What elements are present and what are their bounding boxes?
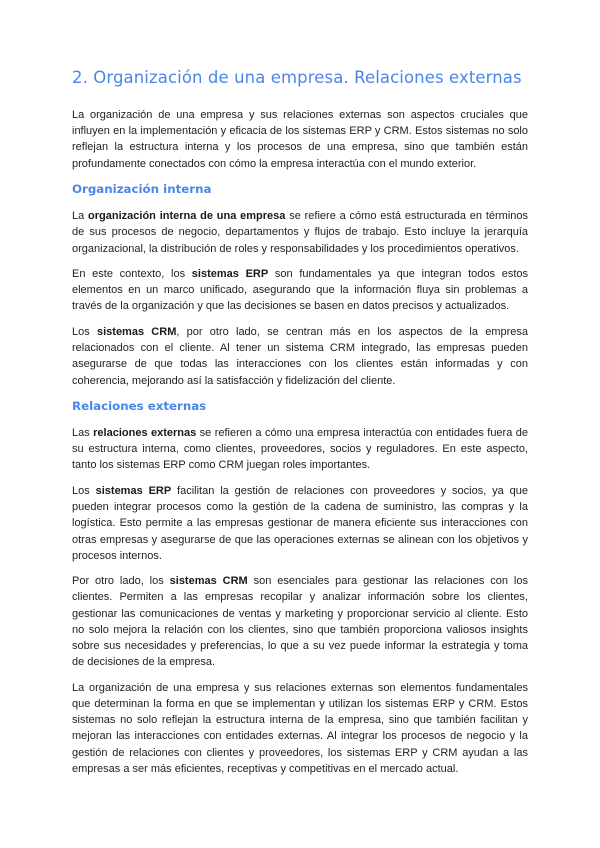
internal-paragraph-1: La organización interna de una empresa se refiere a cómo está estructurada en términos de sus procesos de negocio, departamentos y flujos de trabajo. Esto incluye la jerarquía organizacional, la distribución de roles y responsabilidades y los procedimientos operativos. xyxy=(72,210,528,255)
internal-paragraph-3: Los sistemas CRM, por otro lado, se centran más en los aspectos de la empresa relacionados con el cliente. Al tener un sistema CRM integrado, las empresas pueden asegurarse de que todas las interacciones con los clientes están informadas y con coherencia, mejorando así la satisfacción y fidelización del cliente. xyxy=(72,325,528,387)
external-paragraph-2: Los sistemas ERP facilitan la gestión de relaciones con proveedores y socios, ya que pueden integrar procesos como la gestión de la cadena de suministro, las compras y la logística. Esto permite a las empresas gestionar de manera eficiente sus interacciones con otras empresas y asegurarse de que las operaciones externas se alinean con los objetivos y procesos internos. xyxy=(72,484,528,562)
external-paragraph-1: Las relaciones externas se refieren a cómo una empresa interactúa con entidades fuera de su estructura interna, como clientes, proveedores, socios y reguladores. En este aspecto, tanto los sistemas ERP como CRM juegan roles importantes. xyxy=(72,427,528,472)
subheading-organizacion-interna: Organización interna xyxy=(72,182,212,197)
intro-paragraph: La organización de una empresa y sus relaciones externas son aspectos cruciales que influyen en la implementación y eficacia de los sistemas ERP y CRM. Estos sistemas no solo reflejan la estructura interna y los procesos de una empresa, sino que también están profundamente conectados con cómo la empresa interactúa con el mundo exterior. xyxy=(72,109,528,170)
bold-term: organización interna de una empresa xyxy=(88,210,286,223)
bold-term: sistemas CRM xyxy=(96,325,177,338)
internal-paragraph-2: En este contexto, los sistemas ERP son fundamentales ya que integran todos estos elementos en un marco unificado, asegurando que la información fluya sin problemas a través de la organización y que las decisiones se basen en datos precisos y actualizados. xyxy=(72,268,529,313)
external-paragraph-4: La organización de una empresa y sus relaciones externas son elementos fundamentales que determinan la forma en que se implementan y utilizan los sistemas ERP y CRM. Estos sistemas no solo reflejan la estructura interna de la empresa, sino que también facilitan y mejoran las interacciones con entidades externas. Al integrar los procesos de negocio y la gestión de relaciones con clientes y proveedores, los sistemas ERP y CRM ayudan a las empresas a ser más eficientes, receptivas y competitivas en el mercado actual. xyxy=(72,681,528,775)
external-paragraph-3: Por otro lado, los sistemas CRM son esenciales para gestionar las relaciones con los clientes. Permiten a las empresas recopilar y analizar información sobre los clientes, gestionar las comunicaciones de ventas y marketing y proporcionar servicio al cliente. Esto no solo mejora la relación con los clientes, sino que también proporciona valiosos insights sobre sus necesidades y preferencias, lo que a su vez puede informar la estrategia y toma de decisiones de la empresa. xyxy=(72,575,528,669)
bold-term: sistemas ERP xyxy=(191,268,269,281)
section-title: 2. Organización de una empresa. Relaciones externas xyxy=(72,68,522,87)
document-page xyxy=(72,66,528,786)
bold-term: relaciones externas xyxy=(93,427,197,440)
bold-term: sistemas ERP xyxy=(95,484,172,497)
bold-term: sistemas CRM xyxy=(169,575,248,588)
subheading-relaciones-externas: Relaciones externas xyxy=(72,399,207,414)
